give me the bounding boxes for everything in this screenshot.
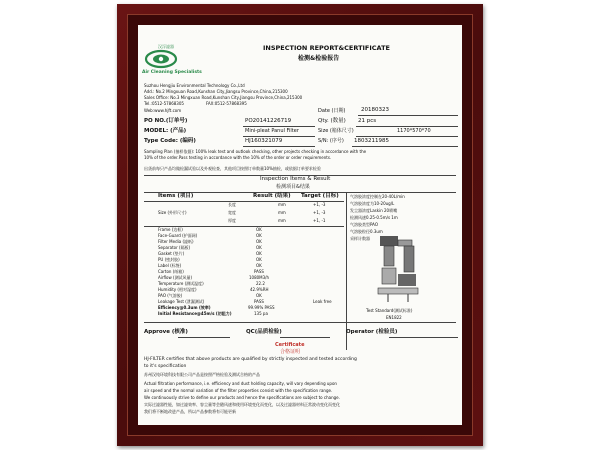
date-underline [358,115,458,116]
model-underline [243,136,315,137]
sampling-line-2: 10% of the order.Pass testing in accordance with the 10% of the order or order requirements. [144,155,332,160]
dim-length-unit: mm [278,202,286,207]
sampling-line-1: Sampling Plan (抽样依据): 100% leak test and outlook checking, other projects checking in accordance with the [144,149,367,154]
row-carton-value: PASS [254,269,264,274]
sales-office: Sales Office: No.3 Mingxuan Road,Kunshan City,Jiangsu Province,China,215300 [144,95,303,100]
leak-free-target: Leak free [313,299,332,304]
certificate-line-5: air speed and the normal variation of the filter properties consist with the specification range. [144,388,333,393]
col-items-header: Items (项目) [158,193,194,199]
row-airflow-label: Airflow (测试风量) [158,275,193,280]
test-standard-value: EN1822 [386,315,402,320]
approve-label: Approve (核准) [144,329,188,335]
row-efficiency-label: Efficiency@0.3um (效率) [158,305,211,310]
logo-cn-text: 汉浮滤器 [158,44,174,49]
operator-signature-line [389,337,458,338]
model-value: Mini-pleat Panul Filter [245,128,299,134]
type-code-value: HJ160321079 [245,138,283,144]
col-target-header: Target (目标) [301,193,339,199]
company-web: Web:www.hjft.com [144,108,182,113]
certificate-line-6: We continuously strive to define our products and hence the specifications are subject to change. [144,395,340,400]
po-value: PO20141226719 [245,118,292,124]
sn-value: 1803211985 [354,138,389,144]
row-separator-value: OK [256,245,262,250]
certificate-title-en: Certificate [275,342,305,348]
row-carton-label: Carton (纸箱) [158,269,184,274]
dim-length-tolerance: +1, -3 [313,202,326,207]
approve-signature-line [178,337,230,338]
size-value: 1170*570*70 [397,128,431,134]
row-gasket-value: OK [256,251,262,256]
company-name: Suzhou Hengjiu Environmental Technology Co.,Ltd [144,83,245,88]
row-face-guard-value: OK [256,233,262,238]
row-resistance-value: 135 pa [254,311,268,316]
po-underline [243,126,315,127]
note-3: 发尘器浓度Laskin 20喷嘴 [350,208,398,213]
report-title-en: INSPECTION REPORT&CERTIFICATE [263,44,390,52]
po-label: PO NO.(订单号) [144,118,188,124]
company-logo-icon [144,49,178,69]
certificate-title-cn: 合格证明 [280,349,301,355]
model-label: MODEL: (产品) [144,128,187,134]
report-title-cn: 检测&检验报告 [298,55,340,62]
certificate-line-7: 实际过滤器性能，如过滤效率、容尘量等会随风速和使用环境变化而变化，以及过滤器材料正常波动变化而变化 [144,402,340,407]
qty-label: Qty. (数量) [318,118,346,124]
date-value: 20180323 [361,107,389,113]
company-tel: Tel.:0512-57868305 [144,101,184,106]
row-label-label: Label (标签) [158,263,182,268]
row-filter-media-value: OK [256,239,262,244]
certificate-line-2: to it's specification [144,364,187,369]
test-standard-label: Test Standard(测试标准) [366,308,413,313]
row-gasket-label: Gasket (垫片) [158,251,185,256]
row-separator-label: Separator (隔板) [158,245,191,250]
row-pu-value: OK [256,257,262,262]
qty-underline [356,126,458,127]
row-pao-label: PAO (气溶胶) [158,293,183,298]
company-fax: FAX:0512-57868395 [206,101,247,106]
row-leakage-label: Leakage Test (泄漏测试) [158,299,205,304]
note-1: 气溶胶浓度控制在20-40L/min [350,194,405,199]
row-airflow-value: 1080M3/h [249,275,270,280]
test-rig-diagram-icon [374,232,424,304]
note-7: 采样计数器 [350,236,370,241]
row-efficiency-value: 99.99% PASS [248,305,275,310]
company-address: Add.: No.2 Mingxuan Road,Kunshan City,Jiangsu Province,China,215300 [144,89,288,94]
qc-signature-line [280,337,330,338]
sn-underline [352,146,458,147]
certificate-line-3: 苏州汉纯环境科技有限公司产品是按照严格检验及测试合格的产品 [144,372,260,377]
row-filter-media-label: Filter Media (滤纸) [158,239,194,244]
size-row-label: Size (外形尺寸) [158,210,187,215]
sampling-line-3: 出货前每只产品均做检漏试验以及外观检查，其他项目按照订单数量10%抽检，或依据订单要求检验 [144,166,321,171]
dim-length-label: 长度 [228,202,236,207]
type-code-underline [243,146,315,147]
size-label: Size (箱体尺寸) [318,128,354,134]
dim-width-tolerance: +1, -3 [313,210,326,215]
row-pu-label: PU (密封胶) [158,257,180,262]
results-divider [346,192,347,350]
dim-width-unit: mm [278,210,286,215]
results-heading-en: Inspection Items & Result [260,176,331,182]
certificate-line-1: HJ-FILTER certifies that above products are qualified by strictly inspected and tested according [144,357,357,362]
sn-label: S/N: (序号) [318,138,344,144]
qty-value: 21 pcs [358,118,377,124]
certificate-line-8: 我们将不断地改进产品，所以产品参数将有可能更新 [144,409,236,414]
col-result-header: Result (结果) [253,193,291,199]
dim-thickness-tolerance: +1, -1 [313,218,326,223]
size-underline [356,136,458,137]
results-heading-cn: 检测项目&结果 [276,184,310,190]
row-resistance-label: Initial Resistance@45m/s (初阻力) [158,311,232,316]
note-5: 气溶胶类型PAO [350,222,378,227]
note-2: 气溶胶浓度为10-20ug/L [350,201,395,206]
row-frame-value: OK [256,227,262,232]
dim-width-label: 宽度 [228,210,236,215]
row-leakage-value: PASS [254,299,264,304]
row-humidity-label: Humidity (相对湿度) [158,287,197,292]
row-temperature-label: Temperature (测试温度) [158,281,204,286]
certificate-line-4: Actual filtration performance, i.e. efficiency and dust holding capacity, will vary depending upon [144,381,337,386]
note-6: 气溶胶粒径0.3um [350,229,383,234]
type-code-label: Type Code: (编码) [144,138,196,144]
row-pao-value: OK [256,293,262,298]
dim-thickness-label: 厚度 [228,218,236,223]
logo-en-text: Air Cleaning Specialists [142,70,202,75]
row-label-value: OK [256,263,262,268]
row-face-guard-label: Face-Guard (护面网) [158,233,198,238]
certificate-document [138,25,462,425]
row-humidity-value: 42.9%RH [250,287,269,292]
qc-label: QC(品质检验) [246,329,282,335]
row-frame-label: Frame (边框) [158,227,183,232]
operator-label: Operator (检验员) [346,329,398,335]
date-label: Date (日期) [318,108,346,114]
dim-thickness-unit: mm [278,218,286,223]
row-temperature-value: 22.2 [256,281,265,286]
note-4: 检测风速0.25-0.5m/s 1m [350,215,398,220]
results-bottom-rule [144,322,456,323]
